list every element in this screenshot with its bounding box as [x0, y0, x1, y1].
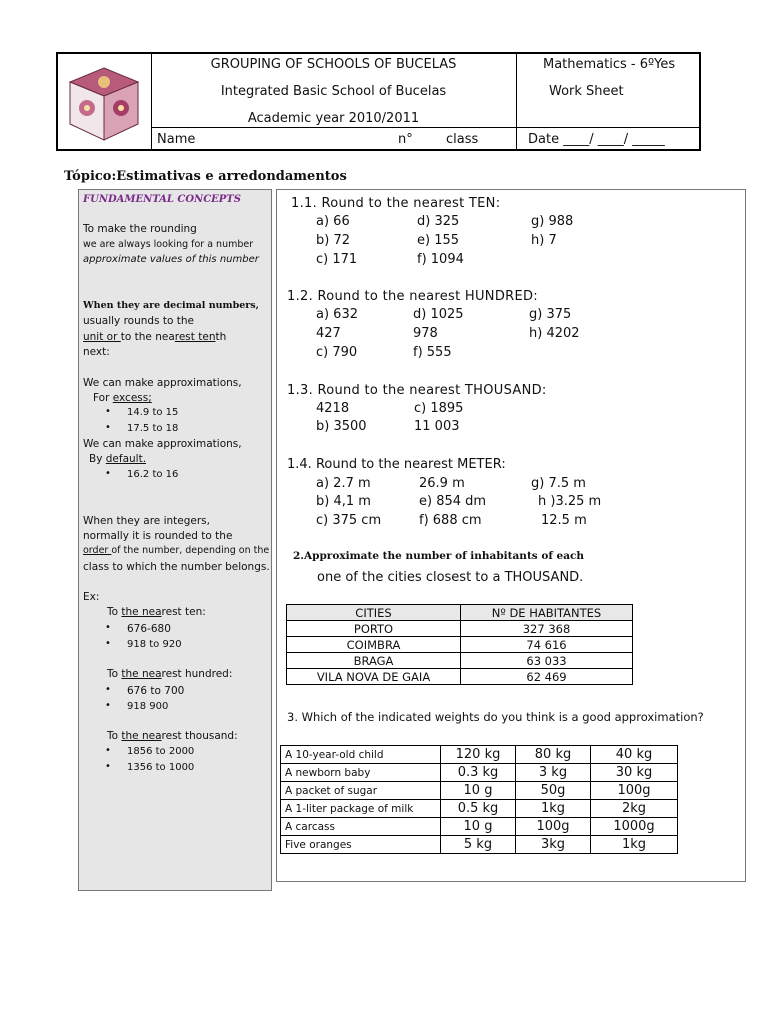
number-label: n° — [398, 132, 413, 147]
concept-underlined: the nea — [121, 668, 162, 680]
weight-option-cell: 40 kg — [591, 746, 678, 764]
concept-text-part: To — [107, 668, 122, 680]
question-3-title: 3. Which of the indicated weights do you think is a good approximation? — [287, 710, 704, 724]
hundred-item: 676 to 700 — [127, 685, 185, 697]
q13-item: b) 3500 — [316, 419, 367, 434]
table-row — [281, 782, 678, 800]
concept-text: we are always looking for a number — [83, 239, 254, 250]
default-underlined: default. — [105, 453, 147, 465]
concept-text-part: of the number, depending on the — [111, 545, 270, 556]
concept-text — [83, 331, 226, 343]
q13-item: c) 1895 — [414, 401, 464, 416]
city-cell: PORTO — [287, 621, 461, 637]
concept-text-part: to the nea — [120, 331, 175, 343]
weight-option-cell: 50g — [516, 782, 591, 800]
subject-label: Mathematics - 6ºYes — [543, 57, 676, 72]
concept-text: normally it is rounded to the — [83, 530, 233, 542]
q14-item: a) 2.7 m — [316, 476, 371, 491]
header-table — [56, 52, 701, 151]
tenth-underlined: rest ten — [174, 331, 216, 343]
weight-option-cell: 3kg — [516, 836, 591, 854]
item-label-cell: A 1-liter package of milk — [281, 800, 441, 818]
q12-item: d) 1025 — [413, 307, 464, 322]
q11-item: e) 155 — [417, 233, 460, 248]
q12-item: a) 632 — [316, 307, 358, 322]
concept-text: approximate values of this number — [83, 254, 259, 265]
concept-text — [89, 453, 146, 465]
bullet-icon: • — [105, 761, 111, 772]
academic-year: Academic year 2010/2011 — [247, 111, 420, 126]
concept-text-part: To — [107, 606, 122, 618]
table-header-row — [287, 605, 633, 621]
city-cell: BRAGA — [287, 653, 461, 669]
concept-text-part: rest hundred: — [161, 668, 233, 680]
weight-option-cell: 10 g — [441, 782, 516, 800]
worksheet-label: Work Sheet — [549, 84, 624, 99]
table-header-cell: Nº DE HABITANTES — [461, 605, 633, 621]
concept-text — [93, 392, 152, 404]
item-label-cell: A packet of sugar — [281, 782, 441, 800]
table-row — [287, 637, 633, 653]
weight-option-cell: 0.3 kg — [441, 764, 516, 782]
date-field: Date ____/ ____/ _____ — [528, 132, 665, 147]
q14-item: c) 375 cm — [316, 513, 382, 528]
concepts-title: FUNDAMENTAL CONCEPTS — [83, 194, 241, 205]
weight-option-cell: 1000g — [591, 818, 678, 836]
table-header-cell: CITIES — [287, 605, 461, 621]
table-row — [281, 818, 678, 836]
table-row — [287, 653, 633, 669]
thousand-item: 1356 to 1000 — [127, 762, 195, 773]
weight-option-cell: 1kg — [591, 836, 678, 854]
bullet-icon: • — [105, 422, 111, 433]
concept-text: We can make approximations, — [83, 377, 242, 389]
question-1-1-title: 1.1. Round to the nearest TEN: — [291, 196, 501, 211]
table-row — [287, 621, 633, 637]
bullet-icon: • — [105, 468, 111, 479]
school-name: Integrated Basic School of Bucelas — [220, 84, 447, 99]
item-label-cell: A carcass — [281, 818, 441, 836]
table-row — [281, 746, 678, 764]
excess-item: 17.5 to 18 — [127, 423, 179, 434]
q14-item: h )3.25 m — [538, 494, 602, 509]
nearest-ten-label — [107, 606, 206, 618]
q13-item: 4218 — [316, 401, 350, 416]
concepts-sidebar — [78, 189, 272, 891]
name-label: Name — [157, 132, 196, 147]
thousand-item: 1856 to 2000 — [127, 746, 195, 757]
q11-item: d) 325 — [417, 214, 460, 229]
table-row — [281, 800, 678, 818]
item-label-cell: A 10-year-old child — [281, 746, 441, 764]
weights-table — [280, 745, 678, 854]
weight-option-cell: 5 kg — [441, 836, 516, 854]
concept-underlined: the nea — [121, 606, 162, 618]
question-1-4-title: 1.4. Round to the nearest METER: — [287, 457, 506, 472]
q14-item: 26.9 m — [419, 476, 465, 491]
cities-table — [286, 604, 633, 685]
bullet-icon: • — [105, 745, 111, 756]
weight-option-cell: 3 kg — [516, 764, 591, 782]
question-1-3-title: 1.3. Round to the nearest THOUSAND: — [287, 383, 547, 398]
concept-text: class to which the number belongs. — [83, 561, 270, 573]
bullet-icon: • — [105, 700, 111, 711]
table-row — [281, 764, 678, 782]
concept-text: usually rounds to the — [83, 315, 195, 327]
question-1-2-title: 1.2. Round to the nearest HUNDRED: — [287, 289, 538, 304]
q14-item: f) 688 cm — [419, 513, 482, 528]
concept-text: When they are integers, — [83, 515, 210, 527]
school-logo-icon — [66, 64, 142, 144]
nearest-hundred-label — [107, 668, 232, 680]
q11-item: c) 171 — [316, 252, 358, 267]
q11-item: b) 72 — [316, 233, 350, 248]
q12-item: 427 — [316, 326, 341, 341]
info-cell — [516, 54, 701, 149]
population-cell: 63 033 — [461, 653, 633, 669]
weight-option-cell: 2kg — [591, 800, 678, 818]
excess-item: 14.9 to 15 — [127, 407, 179, 418]
q11-item: f) 1094 — [417, 252, 464, 267]
question-2-subtitle: one of the cities closest to a THOUSAND. — [317, 570, 584, 585]
concept-text-part: th — [215, 331, 227, 343]
q14-item: g) 7.5 m — [531, 476, 586, 491]
table-row — [281, 836, 678, 854]
q14-item: e) 854 dm — [419, 494, 487, 509]
concept-text: To make the rounding — [83, 223, 197, 235]
city-cell: VILA NOVA DE GAIA — [287, 669, 461, 685]
logo-cell — [58, 54, 152, 149]
concept-underlined: the nea — [121, 730, 162, 742]
q12-item: g) 375 — [529, 307, 572, 322]
topic-heading: Tópico:Estimativas e arredondamentos — [64, 169, 347, 184]
item-label-cell: A newborn baby — [281, 764, 441, 782]
q14-item: b) 4,1 m — [316, 494, 371, 509]
weight-option-cell: 10 g — [441, 818, 516, 836]
order-underlined: order — [83, 545, 112, 556]
q12-item: c) 790 — [316, 345, 358, 360]
population-cell: 327 368 — [461, 621, 633, 637]
nearest-thousand-label — [107, 730, 238, 742]
weight-option-cell: 80 kg — [516, 746, 591, 764]
q12-item: f) 555 — [413, 345, 452, 360]
q12-item: h) 4202 — [529, 326, 580, 341]
unit-underlined: unit or — [83, 331, 121, 343]
q13-item: 11 003 — [414, 419, 460, 434]
excess-underlined: excess; — [112, 392, 152, 404]
weight-option-cell: 1kg — [516, 800, 591, 818]
item-label-cell: Five oranges — [281, 836, 441, 854]
ten-item: 918 to 920 — [127, 639, 182, 650]
hundred-item: 918 900 — [127, 701, 169, 712]
weight-option-cell: 100g — [516, 818, 591, 836]
class-label: class — [446, 132, 479, 147]
concept-text: When they are decimal numbers, — [83, 300, 259, 311]
concept-text — [83, 545, 269, 556]
concept-text: next: — [83, 346, 110, 358]
weight-option-cell: 120 kg — [441, 746, 516, 764]
weight-option-cell: 0.5 kg — [441, 800, 516, 818]
bullet-icon: • — [105, 622, 111, 633]
q11-item: a) 66 — [316, 214, 350, 229]
q11-item: h) 7 — [531, 233, 557, 248]
table-row — [287, 669, 633, 685]
city-cell: COIMBRA — [287, 637, 461, 653]
question-2-title: 2.Approximate the number of inhabitants of each — [293, 550, 585, 562]
default-item: 16.2 to 16 — [127, 469, 179, 480]
weight-option-cell: 100g — [591, 782, 678, 800]
concept-text-part: By — [89, 453, 106, 465]
concept-text-part: rest thousand: — [161, 730, 238, 742]
population-cell: 74 616 — [461, 637, 633, 653]
school-group-title: GROUPING OF SCHOOLS OF BUCELAS — [210, 57, 457, 72]
school-cell — [151, 54, 517, 149]
population-cell: 62 469 — [461, 669, 633, 685]
q14-item: 12.5 m — [541, 513, 587, 528]
concept-text-part: To — [107, 730, 122, 742]
bullet-icon: • — [105, 638, 111, 649]
q12-item: 978 — [413, 326, 438, 341]
q11-item: g) 988 — [531, 214, 574, 229]
concept-text-part: rest ten: — [161, 606, 206, 618]
weight-option-cell: 30 kg — [591, 764, 678, 782]
concept-text: We can make approximations, — [83, 438, 242, 450]
example-label: Ex: — [83, 591, 100, 603]
ten-item: 676-680 — [127, 623, 171, 635]
bullet-icon: • — [105, 406, 111, 417]
concept-text-part: For — [93, 392, 113, 404]
bullet-icon: • — [105, 684, 111, 695]
